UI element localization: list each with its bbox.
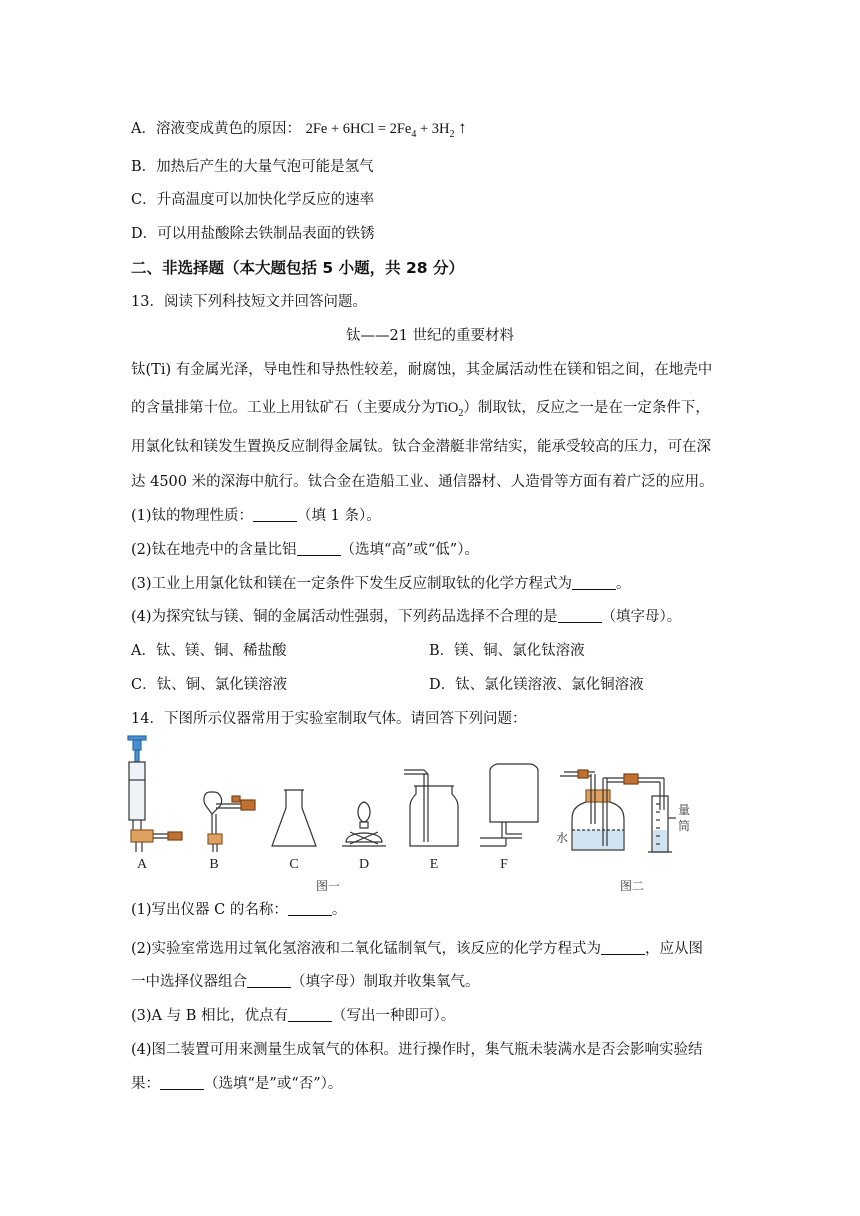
label-e: E <box>429 857 439 872</box>
q12-option-a <box>131 118 467 145</box>
q13-stem: 13．阅读下列科技短文并回答问题。 <box>131 294 367 310</box>
label-b: B <box>209 857 219 872</box>
answer-blank[interactable] <box>160 1075 204 1090</box>
answer-blank[interactable] <box>288 1007 332 1022</box>
q13-sub4: (4)为探究钛与镁、铜的金属活动性强弱，下列药品选择不合理的是 （填字母）。 <box>131 609 682 625</box>
q12-option-d: D．可以用盐酸除去铁制品表面的铁锈 <box>131 226 375 242</box>
section-heading: 二、非选择题（本大题包括 5 小题，共 28 分） <box>131 259 464 277</box>
label-f: F <box>500 857 508 872</box>
q13-sub2: (2)钛在地壳中的含量比铝 （选填“高”或“低”）。 <box>131 542 479 558</box>
label-a: A <box>136 857 148 872</box>
figure1-caption: 图一 <box>315 879 341 893</box>
answer-blank[interactable] <box>601 940 645 955</box>
q12-option-c: C．升高温度可以加快化学反应的速率 <box>131 192 375 208</box>
q14-sub2-line2: 一中选择仪器组合 （填字母）制取并收集氧气。 <box>131 974 480 990</box>
article-paragraph-line3: 用氯化钛和镁发生置换反应制得金属钛。钛合金潜艇非常结实，能承受较高的压力，可在深 <box>131 439 711 455</box>
water-label: 水 <box>555 831 569 845</box>
apparatus-figure <box>124 734 714 894</box>
label-d: D <box>358 857 370 872</box>
q13-option-c: C．钛、铜、氯化镁溶液 <box>131 677 288 693</box>
conical-flask-c <box>272 790 316 846</box>
alcohol-lamp-d <box>342 802 386 846</box>
article-paragraph-line4: 达 4500 米的深海中航行。钛合金在造船工业、通信器材、人造骨等方面有着广泛的应用。 <box>131 474 714 490</box>
q13-option-d: D．钛、氯化镁溶液、氯化铜溶液 <box>429 677 644 693</box>
answer-blank[interactable] <box>558 608 602 623</box>
gas-bottle-e <box>404 770 458 846</box>
q13-sub3: (3)工业上用氯化钛和镁在一定条件下发生反应制取钛的化学方程式为 。 <box>131 576 631 592</box>
answer-blank[interactable] <box>572 575 616 590</box>
q12-option-a-equation: $2Fe + 6HCl = 2Fe_4 + 3H_2$ ↑ <box>305 118 467 140</box>
answer-blank[interactable] <box>288 901 332 916</box>
q14-sub3: (3)A 与 B 相比，优点有 （写出一种即可）。 <box>131 1008 456 1024</box>
q14-sub4-line1: (4)图二装置可用来测量生成氧气的体积。进行操作时，集气瓶未装满水是否会影响实验结 <box>131 1042 703 1058</box>
q14-sub4-line2: 果： （选填“是”或“否”）。 <box>131 1076 343 1092</box>
article-paragraph-line2: 的含量排第十位。工业上用钛矿石（主要成分为TiO$_2$）制取钛，反应之一是在一定条件下， <box>131 400 710 419</box>
cylinder-label-2: 筒 <box>677 819 691 833</box>
answer-blank[interactable] <box>247 973 291 988</box>
answer-blank[interactable] <box>297 541 341 556</box>
label-c: C <box>289 857 299 872</box>
gas-collection-f <box>480 764 538 846</box>
article-title: 钛——21 世纪的重要材料 <box>345 328 515 344</box>
syringe-apparatus-a <box>128 736 182 852</box>
gas-volume-measurement-apparatus <box>560 770 676 852</box>
formula-tio2: TiO$_2$ <box>435 400 464 419</box>
cylinder-label-1: 量 <box>677 803 691 817</box>
article-paragraph-line1: 钛(Ti) 有金属光泽，导电性和导热性较差，耐腐蚀，其金属活动性在镁和铝之间，在地壳中 <box>131 362 713 378</box>
answer-blank[interactable] <box>253 507 297 522</box>
q14-sub1: (1)写出仪器 C 的名称： 。 <box>131 902 347 918</box>
q14-sub2-line1: (2)实验室常选用过氧化氢溶液和二氧化锰制氧气，该反应的化学方程式为 ，应从图 <box>131 941 704 957</box>
q12-option-a-text: A．溶液变成黄色的原因： <box>131 121 301 137</box>
q13-option-a: A．钛、镁、铜、稀盐酸 <box>131 643 287 659</box>
figure2-caption: 图二 <box>619 879 645 893</box>
q12-option-b: B．加热后产生的大量气泡可能是氢气 <box>131 159 374 175</box>
q14-stem: 14．下图所示仪器常用于实验室制取气体。请回答下列问题： <box>131 711 527 727</box>
gas-arrow-icon: ↑ <box>458 118 467 137</box>
separatory-funnel-b <box>204 792 255 852</box>
q13-sub1: (1)钛的物理性质： （填 1 条）。 <box>131 508 381 524</box>
q13-option-b: B．镁、铜、氯化钛溶液 <box>429 643 585 659</box>
